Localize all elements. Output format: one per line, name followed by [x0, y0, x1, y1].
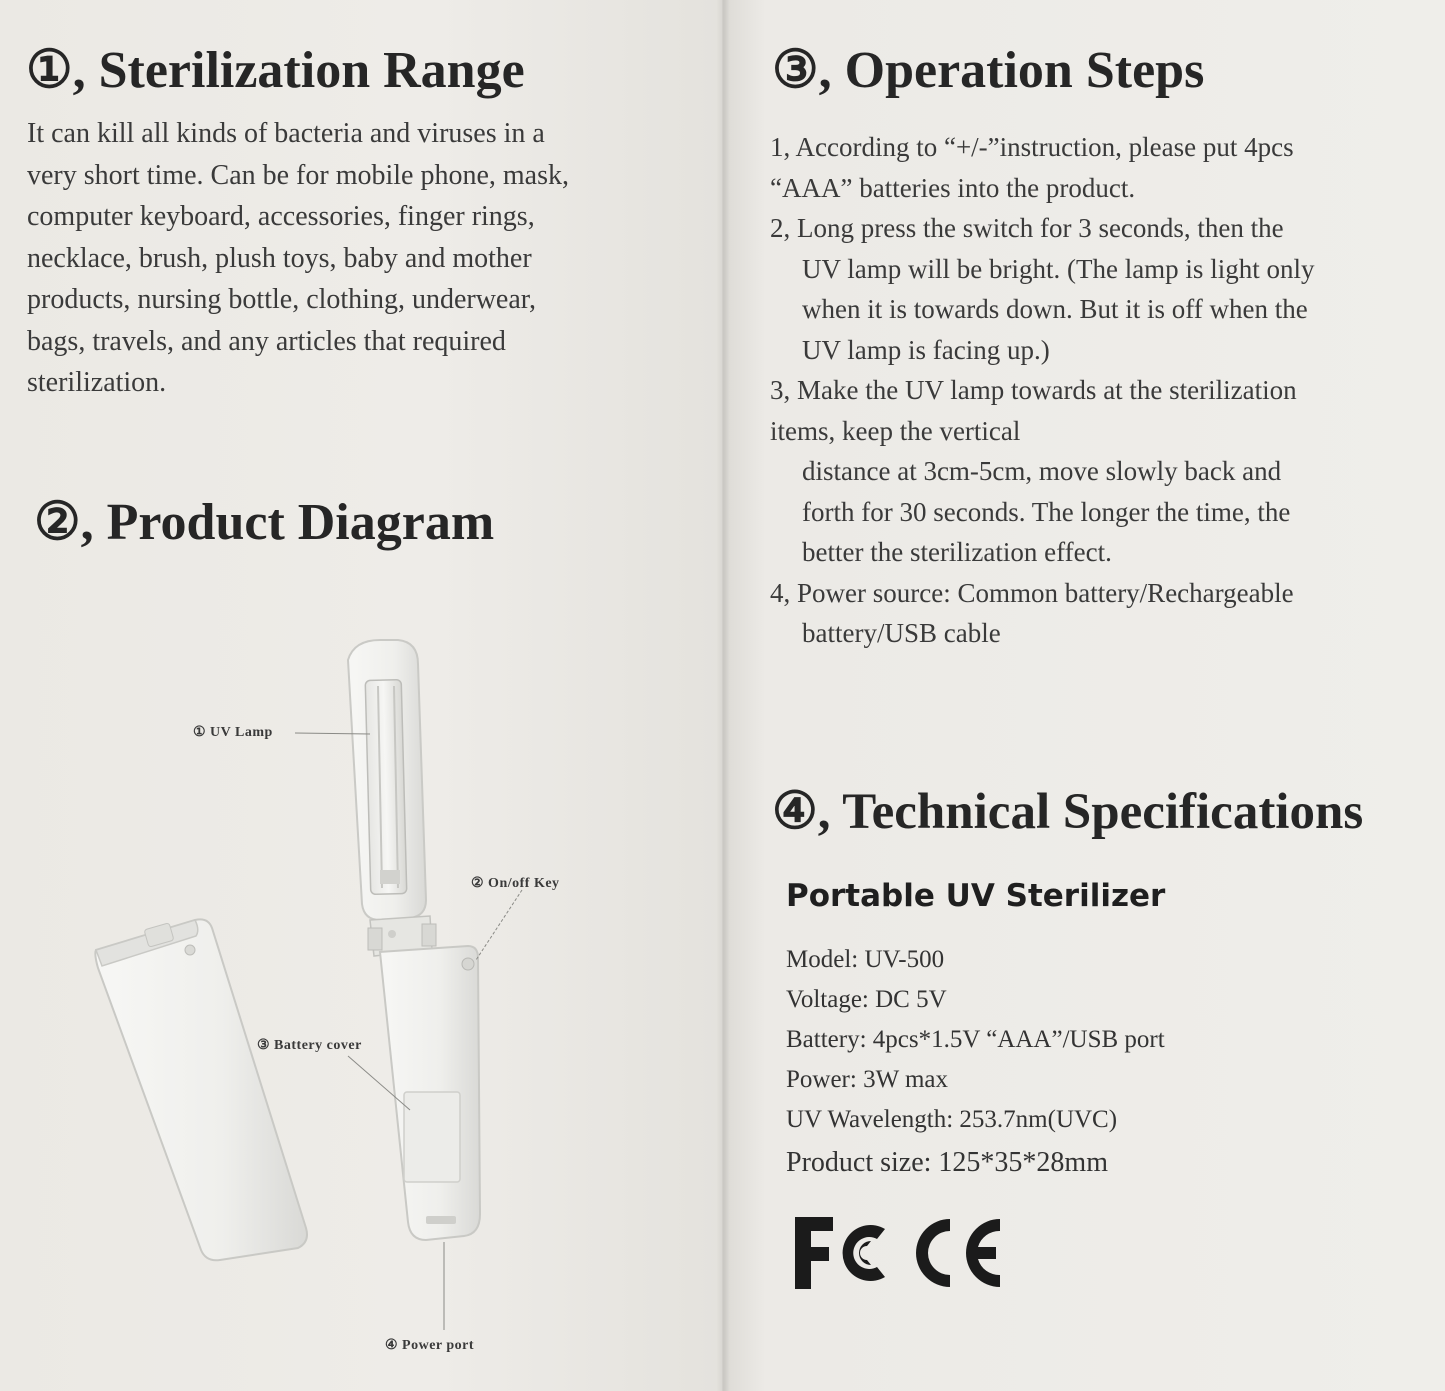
- product-diagram-heading: ②, Product Diagram: [34, 494, 495, 551]
- text-line: bags, travels, and any articles that required: [27, 325, 506, 357]
- text-line: items, keep the vertical: [770, 415, 1021, 446]
- text-line: 2, Long press the switch for 3 seconds, then the: [770, 213, 1284, 243]
- spec-battery: Battery: 4pcs*1.5V “AAA”/USB port: [786, 1026, 1165, 1053]
- operation-steps-text: [770, 127, 1314, 654]
- spec-list: [786, 940, 1165, 1186]
- text-line: necklace, brush, plush toys, baby and mother: [27, 242, 532, 274]
- spec-product-size: Product size: 125*35*28mm: [786, 1147, 1108, 1178]
- text-line: UV lamp will be bright. (The lamp is light only: [802, 253, 1315, 284]
- spec-power: Power: 3W max: [786, 1066, 949, 1093]
- text-line: 1, According to “+/-”instruction, please put 4pcs: [770, 132, 1294, 162]
- text-line: better the sterilization effect.: [802, 537, 1112, 567]
- text-line: sterilization.: [27, 367, 167, 398]
- ce-mark-icon: [910, 1213, 1004, 1293]
- open-device-illustration: [348, 640, 480, 1240]
- callout-on-off-key: ② On/off Key: [471, 876, 560, 891]
- product-name: Portable UV Sterilizer: [786, 878, 1166, 914]
- closed-device-illustration: [95, 919, 307, 1260]
- text-line: very short time. Can be for mobile phone, mask,: [27, 159, 569, 191]
- spec-uv-wavelength: UV Wavelength: 253.7nm(UVC): [786, 1106, 1118, 1133]
- fc-mark-icon: [793, 1213, 893, 1293]
- callout-power-port: ④ Power port: [385, 1338, 475, 1353]
- text-line: products, nursing bottle, clothing, underwear,: [27, 284, 536, 315]
- spec-model: Model: UV-500: [786, 946, 945, 973]
- on-off-key-dot: [462, 958, 474, 970]
- text-line: It can kill all kinds of bacteria and viruses in a: [27, 118, 545, 149]
- text-line: 4, Power source: Common battery/Rechargeable: [770, 577, 1294, 608]
- uv-lamp-tube: [365, 680, 407, 895]
- technical-specifications-heading: ④, Technical Specifications: [772, 784, 1364, 840]
- text-line: “AAA” batteries into the product.: [770, 172, 1136, 203]
- callout-battery-cover: ③ Battery cover: [257, 1038, 362, 1053]
- spec-voltage: Voltage: DC 5V: [786, 986, 947, 1013]
- text-line: 3, Make the UV lamp towards at the sterilization: [770, 375, 1297, 405]
- callout-uv-lamp: ① UV Lamp: [193, 725, 273, 740]
- sterilization-range-heading: ①, Sterilization Range: [26, 42, 525, 99]
- text-line: forth for 30 seconds. The longer the time, the: [802, 496, 1291, 527]
- text-line: UV lamp is facing up.): [802, 334, 1050, 365]
- operation-steps-heading: ③, Operation Steps: [772, 42, 1205, 99]
- page-fold: [716, 0, 730, 1391]
- sterilization-range-text: [27, 113, 569, 404]
- text-line: battery/USB cable: [802, 618, 1001, 648]
- battery-cover-shape: [404, 1092, 460, 1182]
- text-line: distance at 3cm-5cm, move slowly back and: [802, 456, 1282, 486]
- text-line: when it is towards down. But it is off when the: [802, 294, 1308, 324]
- product-diagram: [80, 630, 640, 1370]
- text-line: computer keyboard, accessories, finger rings,: [27, 201, 535, 232]
